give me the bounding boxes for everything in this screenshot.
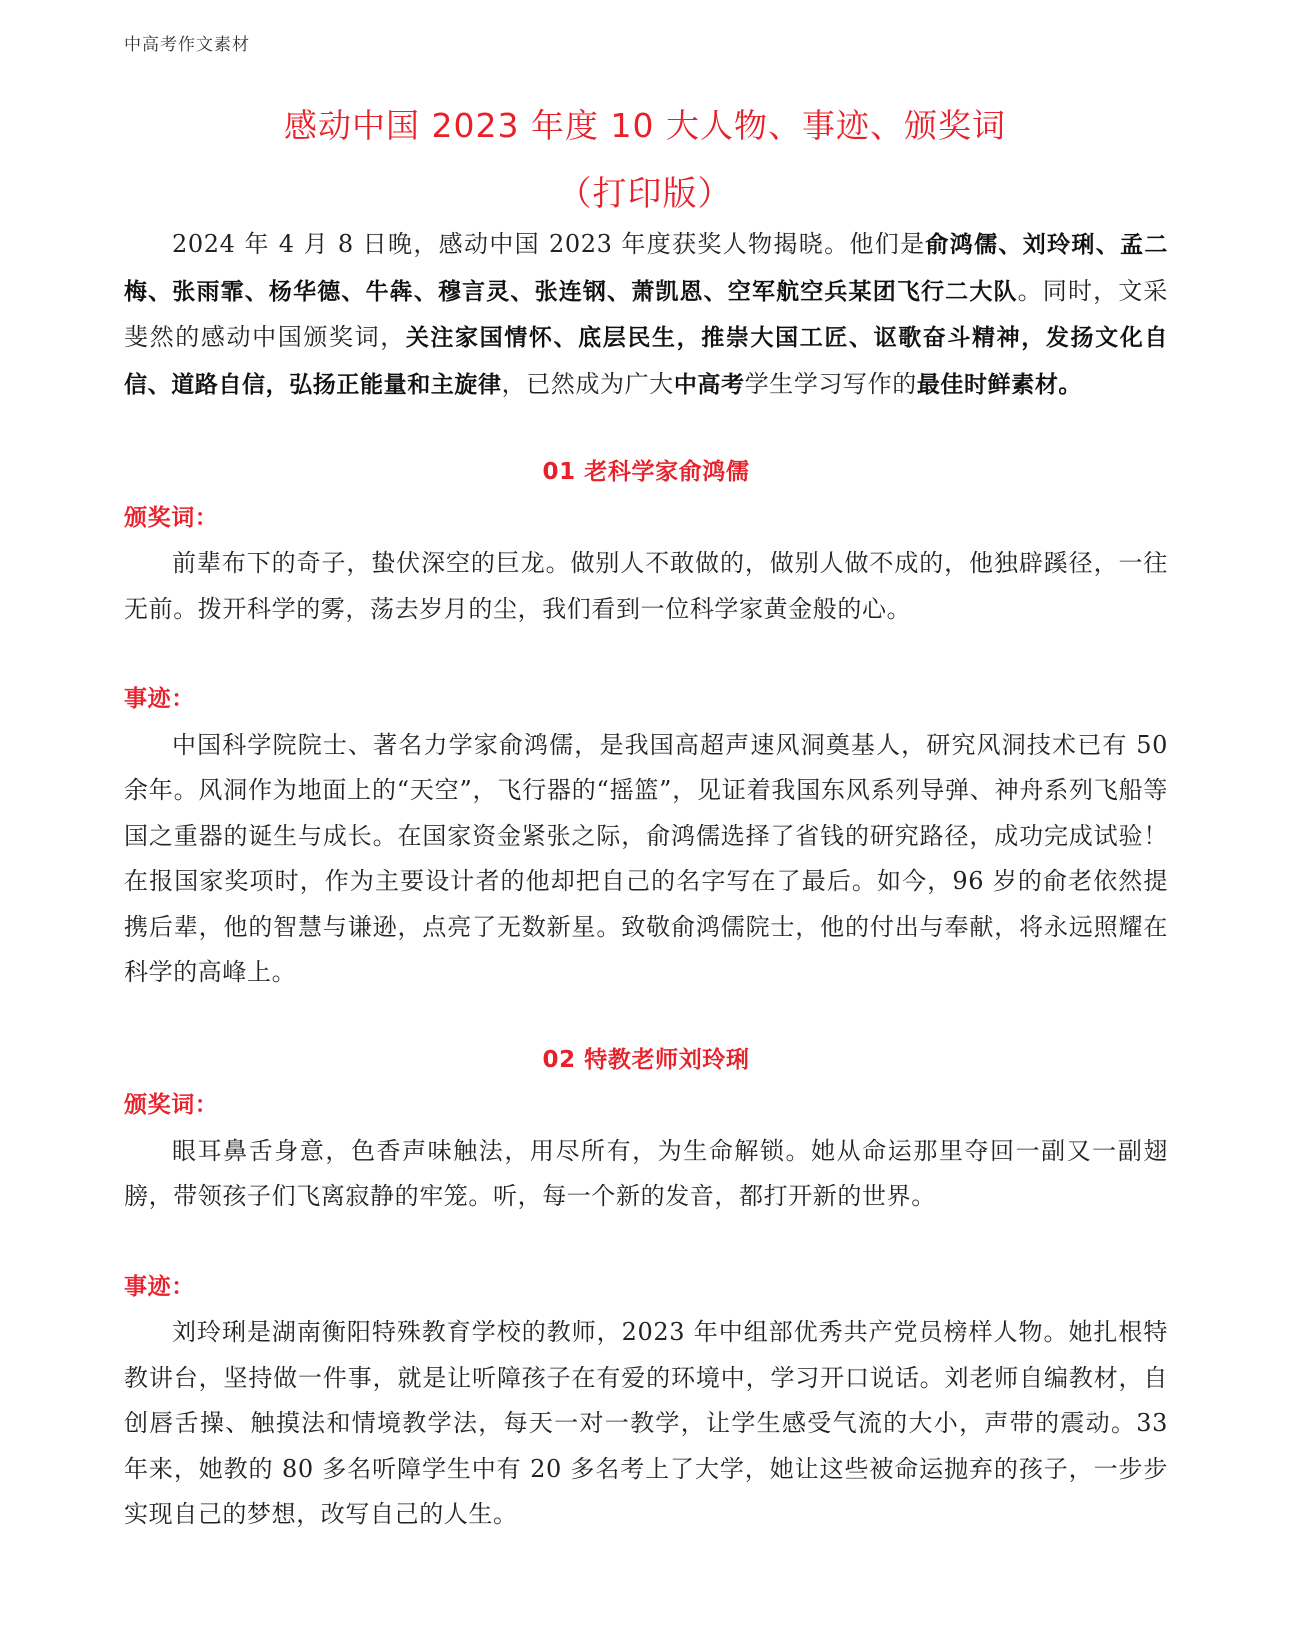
deeds-label: 事迹： [124, 686, 195, 712]
award-themes: 关注家国情怀、底层民生，推崇大国工匠、讴歌奋斗精神，发扬文化自信、道路自信，弘扬正能量和主旋律 [124, 325, 1168, 398]
intro-text: 。同时，文采斐然的感动中国颁奖词， [124, 276, 1169, 351]
deeds-label: 事迹： [124, 1273, 195, 1300]
intro-text: ，已然成为广大 [501, 369, 674, 398]
document-subtitle: （打印版） [557, 174, 733, 214]
section-title: 01 老科学家俞鸿儒 [542, 459, 750, 485]
award-text: 前辈布下的奇子，蛰伏深空的巨龙。做别人不敢做的，做别人做不成的，他独辟蹊径，一往无前。拨开科学的雾，荡去岁月的尘，我们看到一位科学家黄金般的心。 [124, 549, 1168, 623]
section-title: 02 特教老师刘玲琍 [542, 1046, 750, 1073]
award-label: 颁奖词： [124, 504, 219, 531]
intro-paragraph [124, 222, 1168, 408]
deeds-text: 刘玲琍是湖南衡阳特殊教育学校的教师，2023 年中组部优秀共产党员榜样人物。她扎根特教讲台，坚持做一件事，就是让听障孩子在有爱的环境中，学习开口说话。刘老师自编教材，自创唇舌操、触摸法和情境教学法，每天一对一教学，让学生感受气流的大小，声带的震动。33 年来，她教的 80 多名听障学生中有 20 多名考上了大学，她让这些被命运抛弃的孩子，一步步实现自己的梦想，改写自己的人生。 [124, 1318, 1168, 1528]
document-body [124, 222, 1168, 1538]
award-label: 颁奖词： [124, 1092, 219, 1118]
intro-text: 学生学习写作的 [744, 369, 917, 398]
page-header: 中高考作文素材 [124, 35, 250, 55]
deeds-text: 中国科学院院士、著名力学家俞鸿儒，是我国高超声速风洞奠基人，研究风洞技术已有 50 余年。风洞作为地面上的“天空”，飞行器的“摇篮”，见证着我国东风系列导弹、神舟系列飞船等国之重器的诞生与成长。在国家资金紧张之际，俞鸿儒选择了省钱的研究路径，成功完成试验！在报国家奖项时，作为主要设计者的他却把自己的名字写在了最后。如今，96 岁的俞老依然提携后辈，他的智慧与谦逊，点亮了无数新星。致敬俞鸿儒院士，他的付出与奉献，将永远照耀在科学的高峰上。 [124, 730, 1168, 986]
intro-audience: 中高考 [673, 371, 745, 398]
intro-best-material: 最佳时鲜素材。 [916, 371, 1083, 398]
awardee-names: 俞鸿儒、刘玲琍、孟二梅、张雨霏、杨华德、牛犇、穆言灵、张连钢、萧凯恩、空军航空兵某团飞行二大队 [124, 232, 1168, 305]
intro-text: 2024 年 4 月 8 日晚，感动中国 2023 年度获奖人物揭晓。他们是 [172, 230, 926, 258]
award-text: 眼耳鼻舌身意，色香声味触法，用尽所有，为生命解锁。她从命运那里夺回一副又一副翅膀，带领孩子们飞离寂静的牢笼。听，每一个新的发音，都打开新的世界。 [124, 1136, 1168, 1210]
document-title: 感动中国 2023 年度 10 大人物、事迹、颁奖词 [284, 106, 1006, 145]
